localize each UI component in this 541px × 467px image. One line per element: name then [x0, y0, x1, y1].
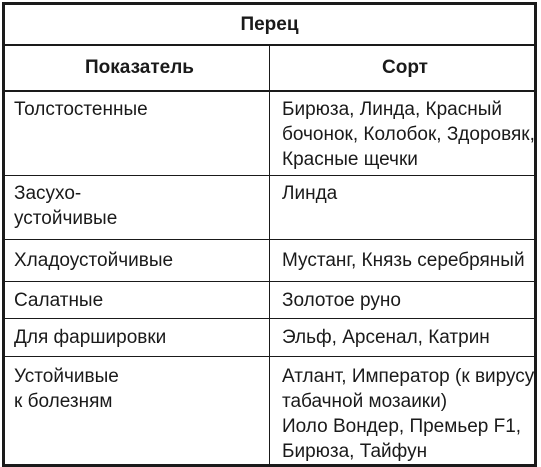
table-row [5, 319, 535, 357]
indicator-cell [5, 319, 270, 357]
indicator-text: Хладоустойчивые [14, 250, 174, 271]
indicator-text: Засухо- [14, 183, 82, 204]
table-row [5, 91, 535, 176]
variety-cell [270, 319, 535, 357]
pepper-table [2, 2, 537, 467]
indicator-text: устойчивые [14, 208, 118, 229]
table-row [5, 176, 535, 240]
variety-text: Золотое руно [282, 289, 401, 311]
pepper-varieties-table [4, 4, 535, 465]
variety-text: Мустанг, Князь серебряный [282, 250, 525, 271]
variety-text: бочонок, Колобок, Здоровяк, [282, 123, 535, 145]
table-row [5, 282, 535, 319]
header-indicator: Показатель [5, 45, 270, 91]
indicator-cell [5, 357, 270, 465]
indicator-text: Для фаршировки [14, 327, 167, 348]
variety-text: Бирюза, Линда, Красный [282, 98, 502, 120]
indicator-text: Толстостенные [14, 98, 148, 120]
indicator-cell [5, 240, 270, 282]
indicator-text: Устойчивые [14, 366, 119, 387]
indicator-cell [5, 176, 270, 240]
variety-cell [270, 176, 535, 240]
indicator-text: к болезням [14, 391, 113, 412]
table-row [5, 357, 535, 465]
variety-cell [270, 357, 535, 465]
table-row [5, 240, 535, 282]
header-variety: Сорт [270, 45, 535, 91]
variety-cell [270, 91, 535, 176]
indicator-cell [5, 282, 270, 319]
variety-cell [270, 240, 535, 282]
variety-text: табачной мозаики) [282, 391, 448, 412]
variety-text: Красные щечки [282, 148, 418, 170]
title-row [5, 5, 535, 45]
variety-text: Линда [282, 183, 338, 204]
header-row [5, 45, 535, 91]
variety-text: Эльф, Арсенал, Катрин [282, 327, 490, 348]
indicator-text: Салатные [14, 289, 104, 311]
variety-text: Иоло Вондер, Премьер F1, [282, 416, 522, 437]
indicator-cell [5, 91, 270, 176]
variety-text: Атлант, Император (к вирусу [282, 366, 535, 387]
variety-text: Бирюза, Тайфун [282, 441, 428, 462]
variety-cell [270, 282, 535, 319]
table-title: Перец [5, 5, 535, 45]
